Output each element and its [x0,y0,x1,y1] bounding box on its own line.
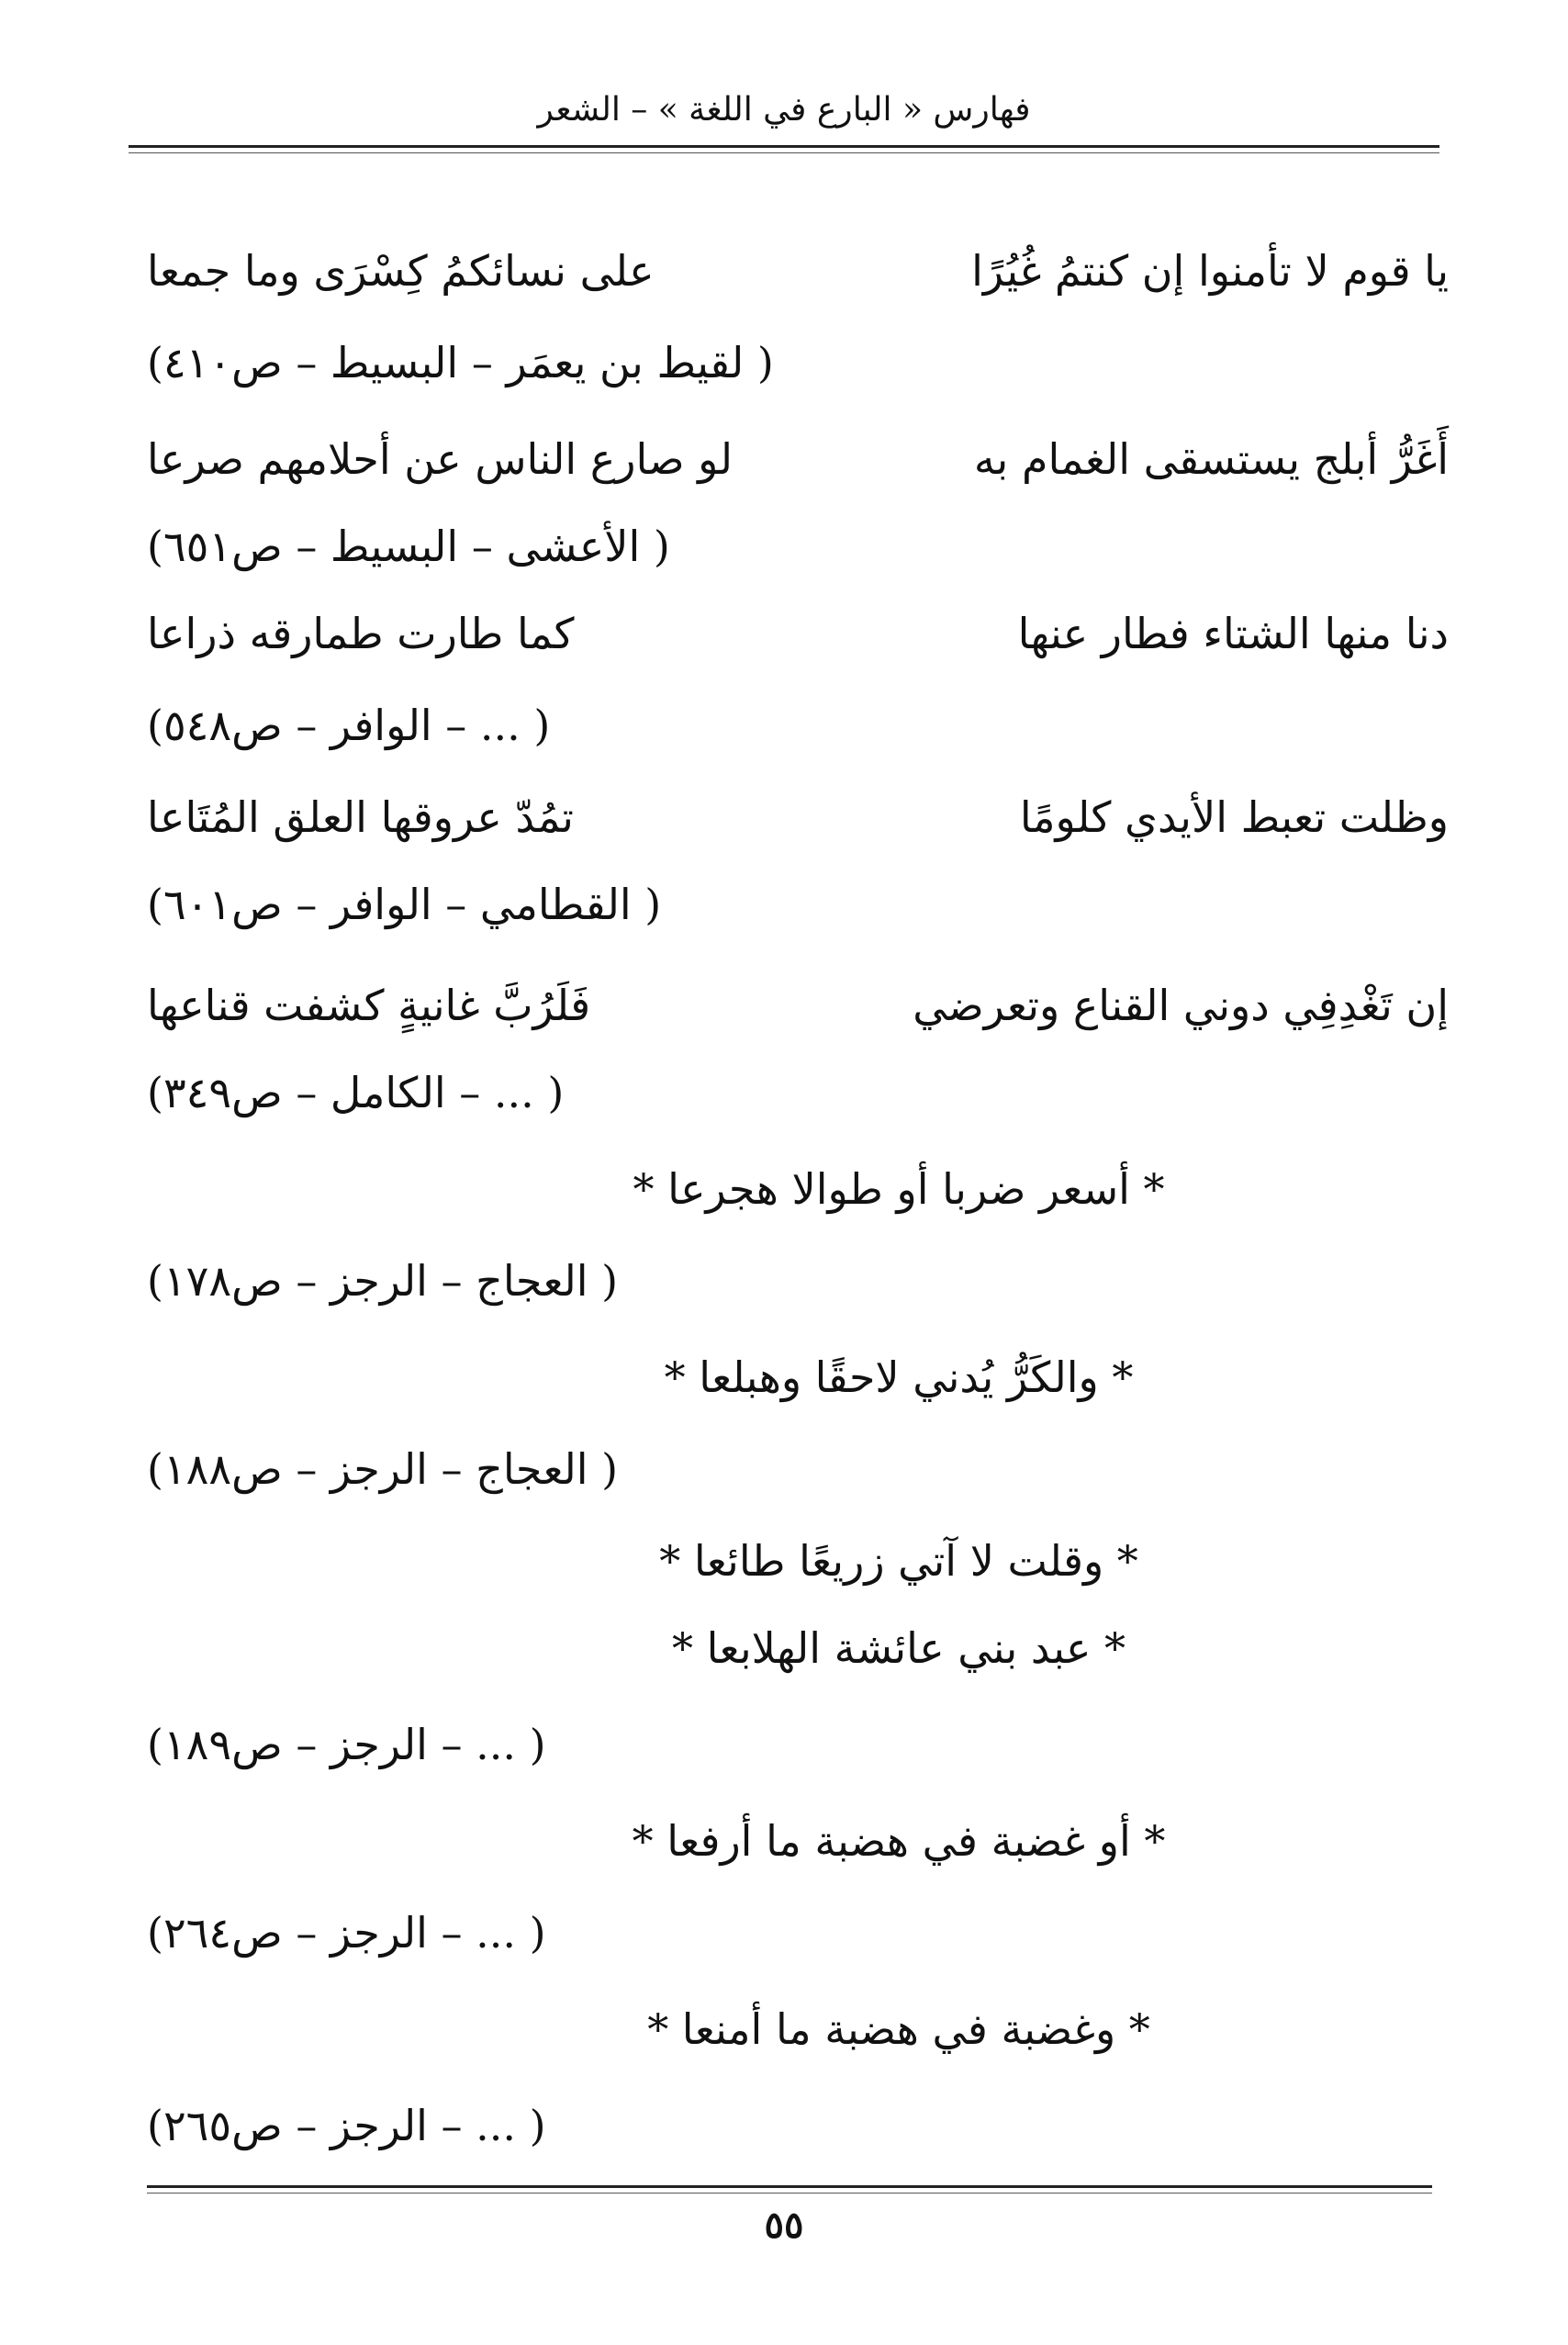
verse-sadr: وظلت تعبط الأيدي كلومًا [1019,792,1449,842]
hemistich-reference: ( ... – الرجز – ص١٨٩) [147,1720,546,1769]
hemistich-reference: ( ... – الرجز – ص٢٦٤) [147,1908,546,1958]
verse-ajz: تمُدّ عروقها العلق المُتَاعا [147,792,574,842]
verse-reference: ( لقيط بن يعمَر – البسيط – ص٤١٠) [147,338,774,387]
verse-ajz: على نسائكمُ كِسْرَى وما جمعا [147,246,655,296]
hemistich: * أسعر ضربا أو طوالا هجرعا * [633,1164,1165,1214]
header-rule [129,145,1439,153]
verse-reference: ( القطامي – الوافر – ص٦٠١) [147,880,662,929]
verse-reference: ( الأعشى – البسيط – ص٦٥١) [147,522,670,571]
hemistich: * أو غضبة في هضبة ما أرفعا * [632,1816,1166,1866]
verse-reference: ( ... – الوافر – ص٥٤٨) [147,701,551,750]
verse-ajz: كما طارت طمارقه ذراعا [147,609,575,658]
verse-sadr: أَغَرُّ أبلج يستسقى الغمام به [973,434,1449,484]
verse-sadr: دنا منها الشتاء فطار عنها [1017,609,1449,658]
verse-sadr: يا قوم لا تأمنوا إن كنتمُ غُيُرًا [971,246,1449,296]
verse-ajz: فَلَرُبَّ غانيةٍ كشفت قناعها [147,981,591,1030]
hemistich-reference: ( ... – الرجز – ص٢٦٥) [147,2101,546,2150]
verse-ajz: لو صارع الناس عن أحلامهم صرعا [147,434,733,484]
page-number: ٥٥ [764,2204,804,2247]
hemistich: * عبد بني عائشة الهلابعا * [671,1623,1126,1673]
hemistich: * والكَرُّ يُدني لاحقًا وهبلعا * [664,1352,1134,1402]
hemistich: * وقلت لا آتي زريعًا طائعا * [659,1536,1138,1586]
footer-rule [147,2185,1432,2194]
verse-sadr: إن تَغْدِفِي دوني القناع وتعرضي [913,981,1449,1030]
hemistich: * وغضبة في هضبة ما أمنعا * [647,2004,1150,2054]
hemistich-reference: ( العجاج – الرجز – ص١٧٨) [147,1256,619,1306]
running-header: فهارس « البارع في اللغة » – الشعر [537,90,1031,129]
verse-reference: ( ... – الكامل – ص٣٤٩) [147,1068,565,1117]
hemistich-reference: ( العجاج – الرجز – ص١٨٨) [147,1444,619,1494]
